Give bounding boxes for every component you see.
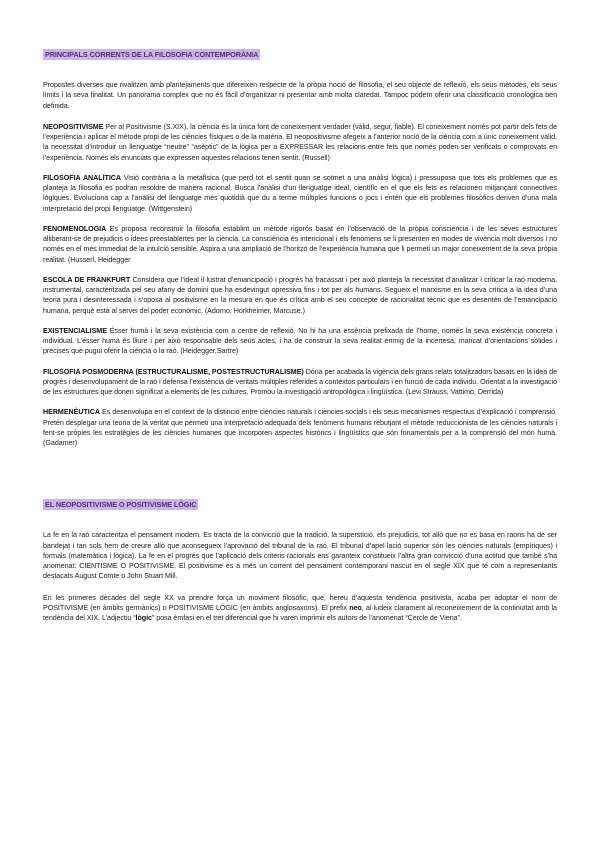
term-label: EXISTENCIALISME [43, 326, 107, 335]
document-page [43, 44, 557, 623]
item-fenomenologia [43, 224, 557, 265]
emphasis-neo: neo [349, 603, 362, 612]
term-label: FILOSOFIA POSMODERNA (ESTRUCTURALISME, POSTESTRUCTURALISME) [43, 367, 304, 376]
term-text: Visió contrària a la metafísica (que perd tot el sentit quan se sotmet a una anàlisi lògica) i pressuposa que tots els problemes que es planteja la filosofia es podran resoldre de manera racional. Busca l’anàlisi d’un llenguatge ideal, científic en el que els fets es relacionen mitjançant connectives lògiques. Evoluciona cap a l’anàlisi del llenguatge més quotidià que du a terme múltiples funcions o jocs i entén que els problemes filosòfics deriven d’una mala interpretació del propi llenguatge. (Wittgenstein) [43, 173, 558, 213]
term-text: Per al Positivisme (S.XIX), la ciència és la única font de coneixement verdader (vàlid, segur, fiable). El coneixement només pot partir dels fets de l’experiència i aplicar el mètode propi de les ciències físiques o de la matèria. El neopositivisme afegeix a l’anterior noció de la ciència com a únic coneixement vàlid, la necessitat d’introduir un llenguatge “neutre” “asèptic” de la lògica per a EXPRESSAR les relacions entre fets que només poden ser verificats o comprovats en l’experiència. Només els enunciats que expressen aquestes relacions tenen sentit. (Russell) [43, 122, 557, 162]
text-run: , al·ludeix clarament al reconeixement de la continuïtat amb la tendència del XIX. L’adjectiu “ [43, 603, 557, 622]
paragraph-segle-xx [43, 593, 557, 624]
term-text: Ésser humà i la seva existència com a centre de reflexió. No hi ha una essència prefixada de l’home, només la seva existència concreta i individual. L’ésser humà és lliure i per això responsable dels seus actes, i ha de construir la seva realitat enmig de la incertesa, mancat d’orientacions sòlides i precises que pugui oferir la ciència o la raó. (Heidegger,Sartre) [43, 326, 557, 356]
term-label: ESCOLA DE FRANKFURT [43, 275, 131, 284]
term-text: Es desenvolupa en el context de la distinció entre ciències naturals i ciències socials i els seus mecanismes respectius d’explicació i comprensió. Pretén desplegar una teoria de la veritat que permeti una interpretació adequada dels fenòmens humans rebutjant el mètode reduccionista de les ciències naturals i fent-se pròpies les estratègies de les ciències humanes que incorporen aspectes històrics i lingüístics que són fonamentals per a la comprensió del món humà. (Gadamer) [43, 408, 557, 447]
item-filosofia-posmoderna [43, 367, 557, 398]
item-existencialisme [43, 326, 557, 357]
text-run: ” posa èmfasi en el tret diferencial que hi varen imprimir els autors de l’anomenat “Cercle de Viena”. [151, 614, 462, 622]
item-hermeneutica [43, 407, 557, 448]
term-label: NEOPOSITIVISME [43, 122, 104, 131]
term-label: HERMENÈUTICA [43, 408, 100, 417]
section-heading-neopositivisme: EL NEOPOSITIVISME O POSITIVISME LÒGIC [45, 500, 197, 510]
intro-paragraph: Propostes diverses que rivalitzen amb plantejaments que difereixen respecte de la pròpia noció de filosofia, el seu objecte de reflexió, els seus mètodes, els seus límits i la seva finalitat. Un panorama complex que no és fàcil d’organitzar ni presentar amb molta claredat. Tampoc podem oferir una classificació cronològica ben definida. [43, 81, 557, 110]
item-escola-frankfurt [43, 275, 557, 316]
item-neopositivisme [43, 122, 557, 163]
term-text: Es proposa reconstruir la filosofia establint un mètode rigorós basat en l’observació de la pròpia consciència i de les seves estructures alliberant-se de prejudicis o idees preestablertes per la ciència. La consciència és intencional i els fenòmens se li presenten en modes de vivència molt diversos i no només en el més immediat de la intuïció sensible. Aspira a una ampliació de l’horitzó de l’experiència humana que li permeti un major coneixement de la seva pròpia realitat. (Husserl, Heidegger [43, 224, 557, 264]
term-text: Considera que l’ideal il·lustrat d’emancipació i progrés ha fracassat i per això planteja la necessitat d’analitzar i criticar la raó moderna, instrumental, caracteritzada pel seu afany de domini que ha esdevingut opressiva fins i tot per als humans. Segueix el marxisme en la seva crítica a la idea d’una teoria pura i desinteressada i s’oposa al positivisme en la mesura en que és crítica amb el seu concepte de racionalitat tècnic que es desentén de l’emancipació humana, perquè està al servei del poder econòmic. (Adorno, Horkheimer, Marcuse.) [43, 275, 557, 315]
text-run: En les primeres dècades del segle XX va prendre força un moviment filosòfic, que, hereu d’aquesta tendència positivista, acaba per adoptar el nom de POSITIVISME (en àmbits germànics) o POSITIVISME LÒGIC (en àmbits anglosaxons). El prefix [43, 593, 557, 612]
paragraph-fe-en-la-rao: La fe en la raó caracteritza el pensament modern. Es tracta de la convicció que la tradició, la superstició, els prejudicis, tot allò que no es basa en raons ha de ser bandejat i tan sols hem de creure allò que aconsegueix l’aprovació del tribunal de la raó. El tribunal d’apel·lació superior són les ciències naturals (empíriques) i formals (matemàtica i lògica). La fe en el progrés que l’aplicació dels criteris racionals ens garanteix constitueix l’altra gran convicció d’una actitud que també s’ha anomenat: CIENTISME O POSITIVISME. El positivisme és a més un corrent del pensament contemporani nascut en el segle XIX que té com a representants destacats August Comte o John Stuart Mill. [43, 531, 557, 581]
term-text: Dóna per acabada la vigència dels grans relats totalitzadors basats en la idea de progrés i desenvolupament de la raó i defensa l’existència de veritats múltiples referides a contextos particulars i en funció de cada individu. Orientat a la investigació de les estructures que donen significat a elements de les cultures. Promou la investigació antropològica i lingüística. (Levi Strauss, Vattimo, Derrida) [43, 367, 557, 396]
section-heading-main: PRINCIPALS CORRENTS DE LA FILOSOFIA CONTEMPORÀNIA [45, 50, 259, 59]
emphasis-logic: lògic [135, 614, 152, 622]
term-label: FENOMENOLOGIA [43, 224, 107, 233]
item-filosofia-analitica [43, 173, 557, 214]
term-label: FILOSOFIA ANALÍTICA [43, 173, 121, 182]
